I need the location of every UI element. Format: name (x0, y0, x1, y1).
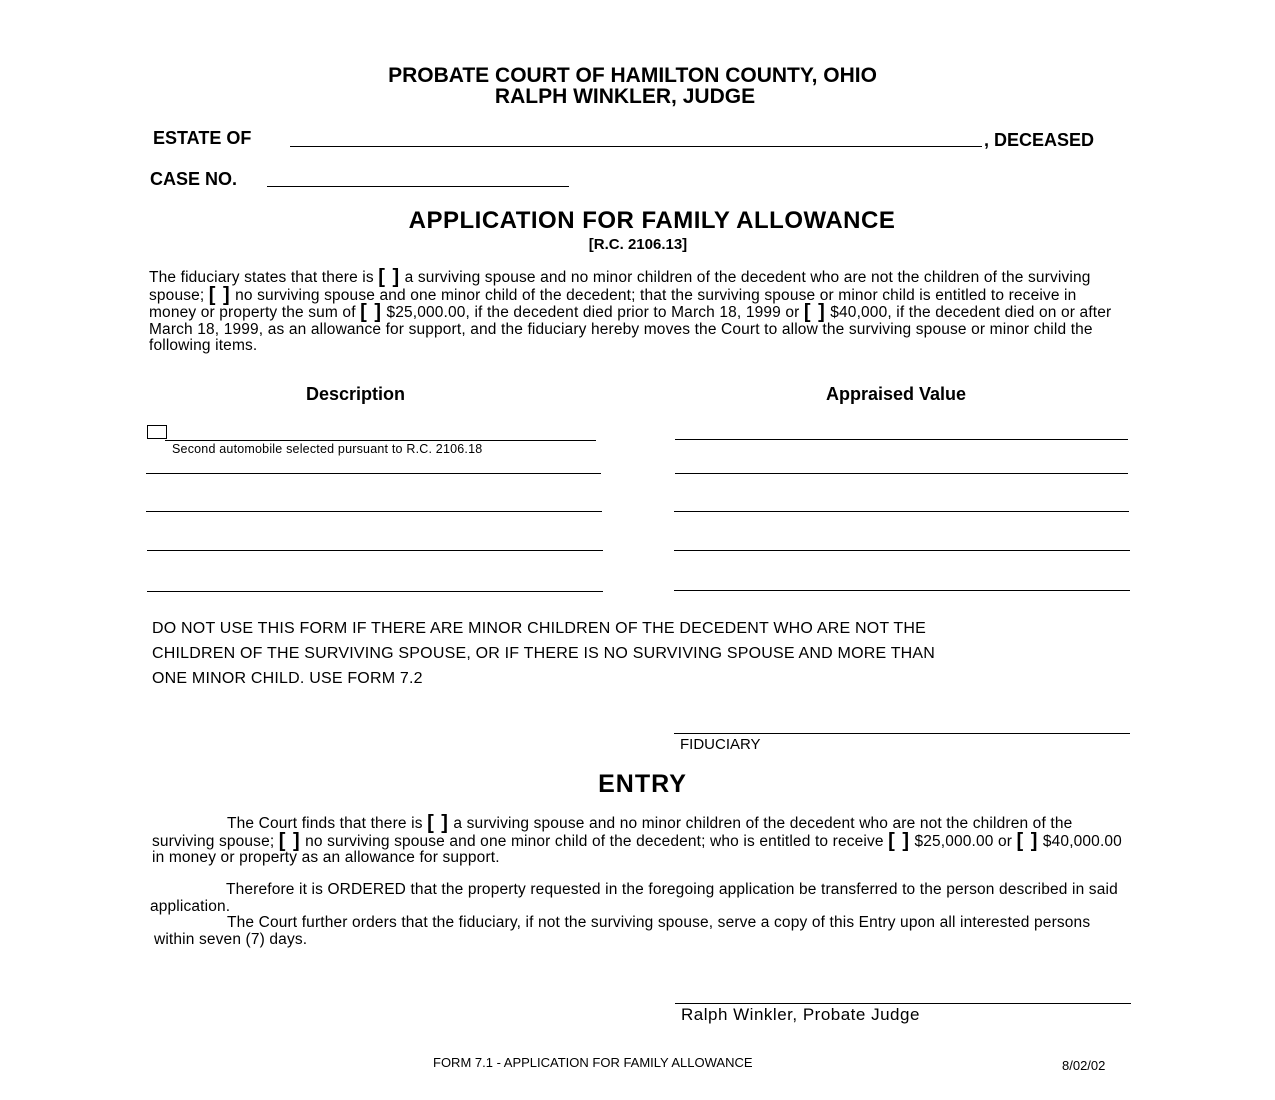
entry-text: $40,000.00 in money or property as an allowance for support. (152, 832, 1122, 866)
estate-name-field[interactable] (290, 126, 982, 147)
description-line[interactable] (146, 473, 601, 474)
judge-name: RALPH WINKLER, JUDGE (494, 85, 756, 108)
statement-text: a surviving spouse and no minor children of the decedent who are not the children of the surviving spouse; (149, 269, 1091, 304)
entry-service-order: The Court further orders that the fiduciary, if not the surviving spouse, serve a copy of this Entry upon all interested persons within seven (7) days. (154, 914, 1091, 948)
appraised-value-line[interactable] (674, 550, 1130, 551)
judge-signature-label: Ralph Winkler, Probate Judge (681, 1005, 920, 1024)
warning-line-2: CHILDREN OF THE SURVIVING SPOUSE, OR IF THERE IS NO SURVIVING SPOUSE AND MORE THAN (152, 645, 936, 662)
appraised-value-line[interactable] (675, 439, 1128, 440)
description-line[interactable] (147, 591, 603, 592)
case-no-label: CASE NO. (150, 169, 238, 189)
appraised-value-line[interactable] (674, 511, 1129, 512)
statement-text: no surviving spouse and one minor child of the decedent; that the surviving spouse or minor child is entitled to receive in money or property the sum of (149, 286, 1077, 321)
deceased-label: , DECEASED (984, 130, 1095, 150)
estate-label: ESTATE OF (153, 128, 252, 148)
entry-text: no surviving spouse and one minor child of the decedent; who is entitled to receive (300, 832, 889, 850)
statute-reference: [R.C. 2106.13] (588, 236, 688, 253)
fiduciary-label: FIDUCIARY (680, 736, 761, 753)
entry-order: Therefore it is ORDERED that the property requested in the foregoing application be transferred to the person described in said application. (150, 881, 1118, 915)
description-line[interactable] (146, 511, 602, 512)
one-minor-child-checkbox[interactable]: [ ] (208, 283, 231, 306)
appraised-value-header: Appraised Value (826, 384, 967, 404)
entry-title: ENTRY (598, 770, 687, 798)
entry-text: $25,000.00 or (910, 832, 1017, 850)
automobile-checkbox[interactable] (147, 425, 167, 439)
amount-40000-checkbox[interactable]: [ ] (803, 301, 826, 323)
description-header: Description (306, 384, 406, 404)
fiduciary-signature-line[interactable] (674, 733, 1130, 734)
application-statement (149, 266, 1124, 355)
statement-text: The fiduciary states that there is (149, 269, 379, 286)
appraised-value-line[interactable] (675, 473, 1128, 474)
description-line[interactable] (147, 550, 603, 551)
entry-spouse-checkbox[interactable]: [ ] (427, 812, 449, 834)
automobile-description-line[interactable] (165, 440, 596, 441)
case-no-field[interactable] (267, 166, 569, 187)
entry-25000-checkbox[interactable]: [ ] (888, 829, 910, 852)
spouse-no-minors-checkbox[interactable]: [ ] (378, 266, 401, 288)
amount-25000-checkbox[interactable]: [ ] (360, 301, 383, 323)
entry-text: The Court finds that there is (227, 815, 428, 832)
automobile-note: Second automobile selected pursuant to R.C. 2106.18 (172, 442, 483, 456)
statement-text: $25,000.00, if the decedent died prior to March 18, 1999 or (382, 304, 804, 321)
entry-findings (152, 812, 1130, 867)
application-title: APPLICATION FOR FAMILY ALLOWANCE (408, 207, 896, 234)
entry-minor-child-checkbox[interactable]: [ ] (278, 829, 301, 852)
warning-line-1: DO NOT USE THIS FORM IF THERE ARE MINOR CHILDREN OF THE DECEDENT WHO ARE NOT THE (152, 620, 927, 637)
court-name: PROBATE COURT OF HAMILTON COUNTY, OHIO (388, 64, 877, 87)
form-date: 8/02/02 (1062, 1058, 1106, 1073)
form-name: FORM 7.1 - APPLICATION FOR FAMILY ALLOWANCE (433, 1055, 753, 1070)
judge-signature-line[interactable] (675, 1003, 1131, 1004)
appraised-value-line[interactable] (674, 590, 1130, 591)
entry-40000-checkbox[interactable]: [ ] (1016, 829, 1039, 852)
statement-text: $40,000, if the decedent died on or after March 18, 1999, as an allowance for support, and the fiduciary hereby moves the Court to allow the surviving spouse or minor child the following items. (149, 304, 1112, 354)
warning-line-3: ONE MINOR CHILD. USE FORM 7.2 (152, 670, 423, 687)
entry-text: a surviving spouse and no minor children of the decedent who are not the children of the surviving spouse; (152, 815, 1073, 850)
